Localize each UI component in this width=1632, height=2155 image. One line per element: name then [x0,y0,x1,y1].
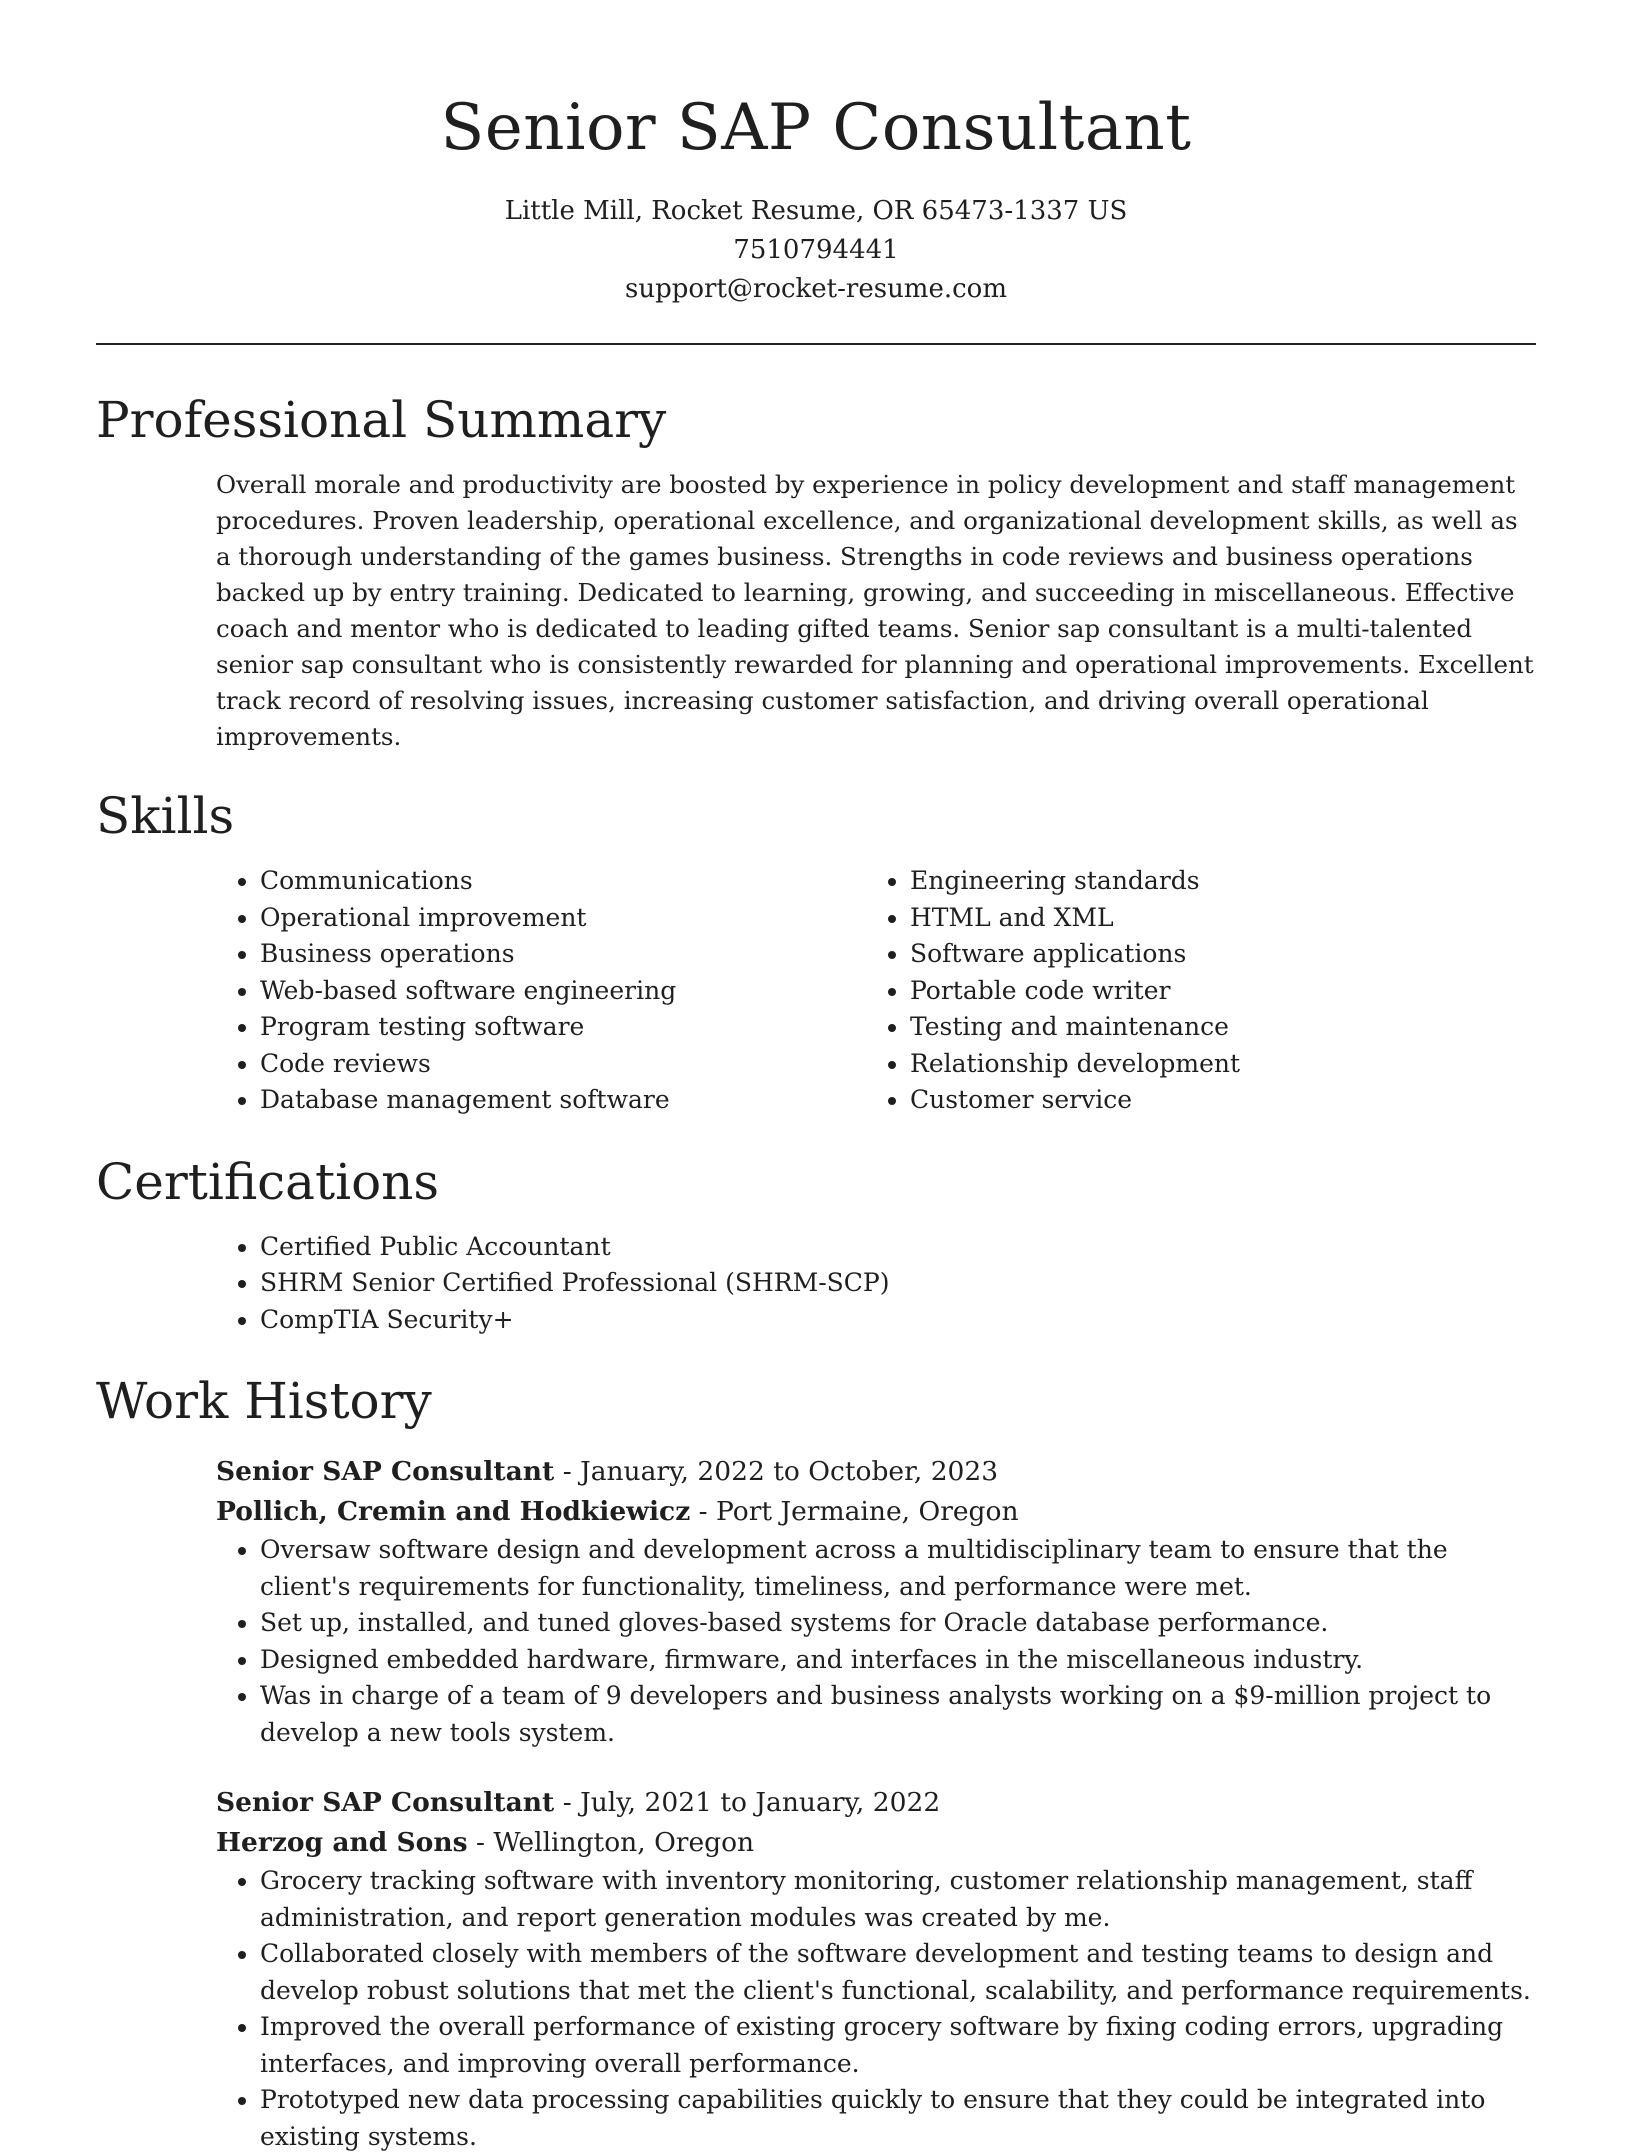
skill-item: • Testing and maintenance [910,1009,1516,1046]
skills-column-left [216,863,866,1119]
job-duty: • Improved the overall performance of existing grocery software by fixing coding errors, upgrading interfaces, and improving overall performance. [260,2009,1536,2082]
skill-item: • Relationship development [910,1046,1516,1083]
work-history-heading: Work History [96,1372,432,1430]
contact-phone: 7510794441 [733,235,899,265]
job-company: Pollich, Cremin and Hodkiewicz [216,1496,691,1527]
job-duty: • Designed embedded hardware, firmware, and interfaces in the miscellaneous industry. [260,1642,1536,1679]
job-duty: • Prototyped new data processing capabilities quickly to ensure that they could be integrated into existing systems. [260,2082,1536,2155]
candidate-name: Senior SAP Consultant [440,91,1192,165]
job-duty: • Grocery tracking software with inventory monitoring, customer relationship management, staff administration, and report generation modules was created by me. [260,1863,1536,1936]
skill-item: • Software applications [910,936,1516,973]
skills-column-right [866,863,1516,1119]
certifications-heading: Certifications [96,1152,440,1211]
job-location: - Wellington, Oregon [467,1827,755,1858]
certification-item: • SHRM Senior Certified Professional (SHRM-SCP) [260,1265,1536,1302]
summary-text: Overall morale and productivity are boosted by experience in policy development and staff management procedures. Proven leadership, operational excellence, and organizational development skills, as well as a thorough understanding of the games business. Strengths in code reviews and business operations backed up by entry training. Dedicated to learning, growing, and succeeding in miscellaneous. Effective coach and mentor who is dedicated to leading gifted teams. Senior sap consultant is a multi-talented senior sap consultant who is consistently rewarded for planning and operational improvements. Excellent track record of resolving issues, increasing customer satisfaction, and driving overall operational improvements. [216,470,1534,751]
contact-address: Little Mill, Rocket Resume, OR 65473-1337 US [504,196,1128,226]
resume-header [96,0,1536,309]
job-title-line [216,1452,1536,1492]
skills-grid [216,863,1536,1119]
job-duty: • Set up, installed, and tuned gloves-based systems for Oracle database performance. [260,1605,1536,1642]
certification-item: • CompTIA Security+ [260,1302,1536,1339]
job-role: Senior SAP Consultant [216,1456,555,1487]
job-dates: - January, 2022 to October, 2023 [554,1456,999,1487]
certifications-block [216,1229,1536,1339]
job-title-line [216,1783,1536,1823]
summary-heading: Professional Summary [96,391,667,449]
skill-item: • Engineering standards [910,863,1516,900]
skills-heading: Skills [96,787,235,845]
job-company-line [216,1823,1536,1863]
job-duty: • Oversaw software design and development across a multidisciplinary team to ensure that the client's requirements for functionality, timeliness, and performance were met. [260,1532,1536,1605]
job-company-line [216,1492,1536,1532]
job-entry [216,1783,1536,2155]
skill-item: • Operational improvement [260,900,866,937]
skill-item: • Program testing software [260,1009,866,1046]
skill-item: • Communications [260,863,866,900]
certifications-list [216,1229,1536,1339]
contact-email: support@rocket-resume.com [624,274,1007,304]
skill-item: • Customer service [910,1082,1516,1119]
job-duty: • Collaborated closely with members of the software development and testing teams to design and develop robust solutions that met the client's functional, scalability, and performance requirements. [260,1936,1536,2009]
skill-item: • Business operations [260,936,866,973]
job-location: - Port Jermaine, Oregon [690,1496,1019,1527]
certification-item: • Certified Public Accountant [260,1229,1536,1266]
resume-page [96,0,1536,2155]
skills-list-right [866,863,1516,1119]
skill-item: • Code reviews [260,1046,866,1083]
skill-item: • Portable code writer [910,973,1516,1010]
job-duty: • Was in charge of a team of 9 developers and business analysts working on a $9-million project to develop a new tools system. [260,1678,1536,1751]
header-divider [96,343,1536,345]
skill-item: • HTML and XML [910,900,1516,937]
job-company: Herzog and Sons [216,1827,468,1858]
skills-list-left [216,863,866,1119]
skill-item: • Web-based software engineering [260,973,866,1010]
contact-info [96,192,1536,309]
job-dates: - July, 2021 to January, 2022 [554,1787,941,1818]
job-entry [216,1452,1536,1751]
job-duties-list [216,1863,1536,2155]
skill-item: • Database management software [260,1082,866,1119]
job-duties-list [216,1532,1536,1751]
job-role: Senior SAP Consultant [216,1787,555,1818]
